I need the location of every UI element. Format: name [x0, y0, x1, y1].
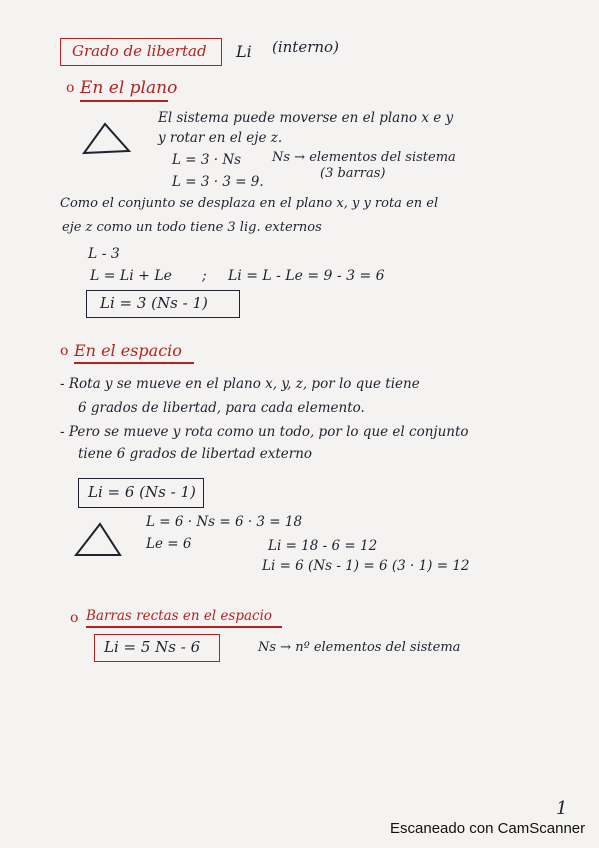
- espacio-eq2: Le = 6: [146, 536, 192, 552]
- plano-eq1-note-line2: (3 barras): [320, 166, 386, 181]
- section-espacio-title: En el espacio: [74, 341, 182, 360]
- espacio-eq4: Li = 6 (Ns - 1) = 6 (3 · 1) = 12: [262, 558, 470, 574]
- plano-eq2: L = 3 · 3 = 9.: [172, 174, 264, 190]
- header-symbol: Li: [236, 42, 252, 61]
- plano-eq3-left: L = Li + Le: [90, 268, 172, 284]
- section-plano-underline: [80, 100, 168, 102]
- plano-desc-line1: El sistema puede moverse en el plano x e y: [158, 110, 454, 126]
- header-note: (interno): [272, 38, 339, 56]
- section-plano-title: En el plano: [80, 78, 178, 98]
- espacio-item2-line1: - Pero se mueve y rota como un todo, por lo que el conjunto: [60, 424, 469, 440]
- triangle-icon: [74, 522, 124, 558]
- plano-para-line1: Como el conjunto se desplaza en el plano x, y y rota en el: [60, 196, 439, 211]
- espacio-item1-line1: - Rota y se mueve en el plano x, y, z, por lo que tiene: [60, 376, 420, 392]
- header-title: Grado de libertad: [72, 42, 207, 60]
- section-barras-underline: [86, 626, 282, 628]
- section-plano-bullet: o: [66, 80, 75, 96]
- plano-eq1-note-line1: Ns → elementos del sistema: [272, 150, 456, 165]
- plano-eq3-right: Li = L - Le = 9 - 3 = 6: [228, 268, 385, 284]
- scanner-watermark: Escaneado con CamScanner: [390, 820, 586, 837]
- plano-para-line2: eje z como un todo tiene 3 lig. externos: [62, 220, 322, 235]
- barras-boxed-formula: Li = 5 Ns - 6: [104, 638, 201, 656]
- plano-boxed-formula: Li = 3 (Ns - 1): [100, 294, 208, 312]
- espacio-eq1: L = 6 · Ns = 6 · 3 = 18: [146, 514, 303, 530]
- espacio-item1-line2: 6 grados de libertad, para cada elemento.: [78, 400, 365, 416]
- plano-desc-line2: y rotar en el eje z.: [158, 130, 283, 146]
- plano-calc: L - 3: [88, 246, 120, 262]
- plano-eq1: L = 3 · Ns: [172, 152, 242, 168]
- plano-eq3-sep: ;: [202, 268, 207, 284]
- triangle-icon: [82, 122, 132, 156]
- espacio-eq3: Li = 18 - 6 = 12: [268, 538, 378, 554]
- page-number: 1: [556, 798, 568, 819]
- espacio-boxed-formula: Li = 6 (Ns - 1): [88, 483, 196, 501]
- section-espacio-bullet: o: [60, 343, 69, 359]
- espacio-item2-line2: tiene 6 grados de libertad externo: [78, 446, 313, 462]
- barras-note: Ns → nº elementos del sistema: [258, 640, 461, 655]
- section-barras-title: Barras rectas en el espacio: [86, 608, 273, 624]
- section-barras-bullet: o: [70, 610, 79, 626]
- section-espacio-underline: [74, 362, 194, 364]
